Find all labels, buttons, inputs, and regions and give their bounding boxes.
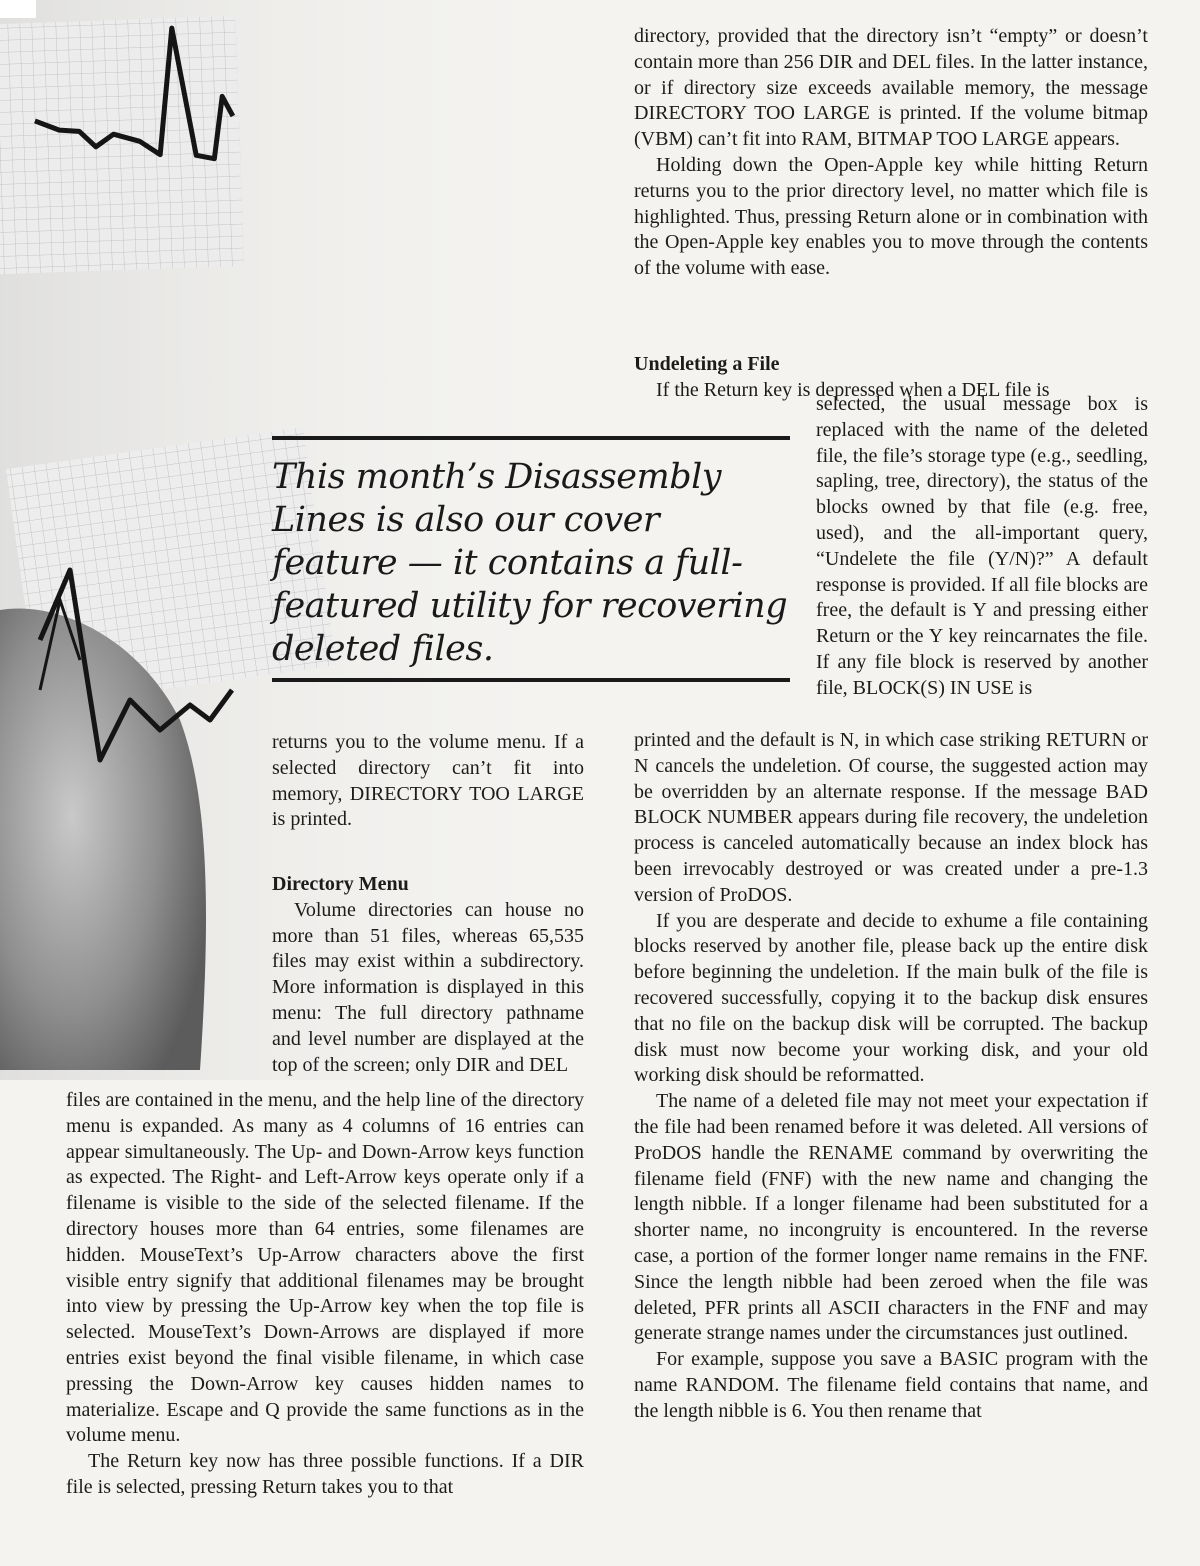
body-paragraph: Holding down the Open-Apple key while hitting Return returns you to the prior directory level, no matter which file is highlighted. Thus, pressing Return alone or in combination with the Open-Apple key enables you to move through the contents of the volume with ease. [634, 153, 1148, 280]
pull-quote-top-rule [272, 436, 790, 440]
body-paragraph: returns you to the volume menu. If a selected directory can’t fit into memory, DIRECTORY TOO LARGE is printed. [272, 731, 584, 831]
body-paragraph: For example, suppose you save a BASIC program with the name RANDOM. The filename field contains that name, and the length nibble is 6. You then rename that [634, 1348, 1148, 1422]
body-paragraph: If you are desperate and decide to exhume a file containing blocks reserved by another file, please back up the entire disk before beginning the undeletion. If the main bulk of the file is recovered successfully, copying it to the backup disk ensures that no file on the backup disk will be corrupted. The backup disk must now become your working disk, and your old working disk should be reformatted. [634, 909, 1148, 1087]
body-paragraph: selected, the usual message box is replaced with the name of the deleted file, the file’s storage type (e.g., seedling, sapling, tree, directory), the status of the blocks owned by that file (e.g. free, used), and the all-important query, “Undelete the file (Y/N)?” A default response is provided. If all file blocks are free, the default is Y and pressing either Return or the Y key reincarnates the file. If any file block is reserved by another file, BLOCK(S) IN USE is [816, 393, 1148, 699]
directory-menu-section [272, 858, 584, 1078]
right-narrow-column [816, 392, 1148, 702]
body-paragraph: directory, provided that the directory isn’t “empty” or doesn’t contain more than 256 DIR and DEL files. In the latter instance, or if directory size exceeds available memory, the message DIRECTORY TOO LARGE is printed. If the volume bitmap (VBM) can’t fit into RAM, BITMAP TOO LARGE appears. [634, 25, 1148, 151]
pull-quote-bottom-rule [272, 678, 790, 682]
body-paragraph: The Return key now has three possible functions. If a DIR file is selected, pressing Return takes you to that [66, 1450, 584, 1498]
body-paragraph-lead: If the Return key is depressed when a DEL file is [656, 378, 1050, 401]
right-column-bottom [634, 728, 1148, 1425]
section-heading-undeleting: Undeleting a File [634, 353, 780, 375]
left-narrow-column [272, 730, 584, 833]
section-heading-directory-menu: Directory Menu [272, 873, 409, 895]
body-paragraph: Volume directories can house no more than 51 files, whereas 65,535 files may exist within a subdirectory. More information is displayed in this menu: The full directory pathname and level number are displayed at the top of the screen; only DIR and DEL [272, 898, 584, 1076]
body-paragraph: printed and the default is N, in which case striking RETURN or N cancels the undeletion. Of course, the suggested action may be overridden by an alternate response. If the message BAD BLOCK NUMBER appears during file recovery, the undeletion process is canceled automatically because an index block has been irrevocably destroyed or was created under a pre-1.3 version of ProDOS. [634, 729, 1148, 906]
body-paragraph: The name of a deleted file may not meet your expectation if the file had been renamed before it was deleted. All versions of ProDOS handle the RENAME command by overwriting the filename field (FNF) with the new name and changing the length nibble. If a longer filename had been substituted for a shorter name, no incongruity is encountered. In the reverse case, a portion of the former longer name remains in the FNF. Since the length nibble had been zeroed when the file was deleted, PFR prints all ASCII characters in the FNF and may generate strange names under the circumstances just outlined. [634, 1090, 1148, 1345]
body-paragraph: files are contained in the menu, and the help line of the directory menu is expanded. As many as 4 columns of 16 entries can appear simultaneously. The Up- and Down-Arrow keys function as expected. The Right- and Left-Arrow keys operate only if a filename is visible to the side of the selected filename. If the directory houses more than 64 entries, some filenames are hidden. MouseText’s Up-Arrow characters above the first visible entry signify that additional filenames may be brought into view by pressing the Up-Arrow key when the top file is selected. MouseText’s Down-Arrows are displayed if more entries exist beyond the final visible filename, in which case pressing the Down-Arrow key causes hidden names to materialize. Escape and Q provide the same functions as in the volume menu. [66, 1089, 584, 1447]
pull-quote: This month’s Disassembly Lines is also our cover feature — it contains a full-featured utility for recovering deleted files. [272, 457, 788, 669]
right-column-top [634, 24, 1148, 282]
left-column-bottom [66, 1088, 584, 1501]
